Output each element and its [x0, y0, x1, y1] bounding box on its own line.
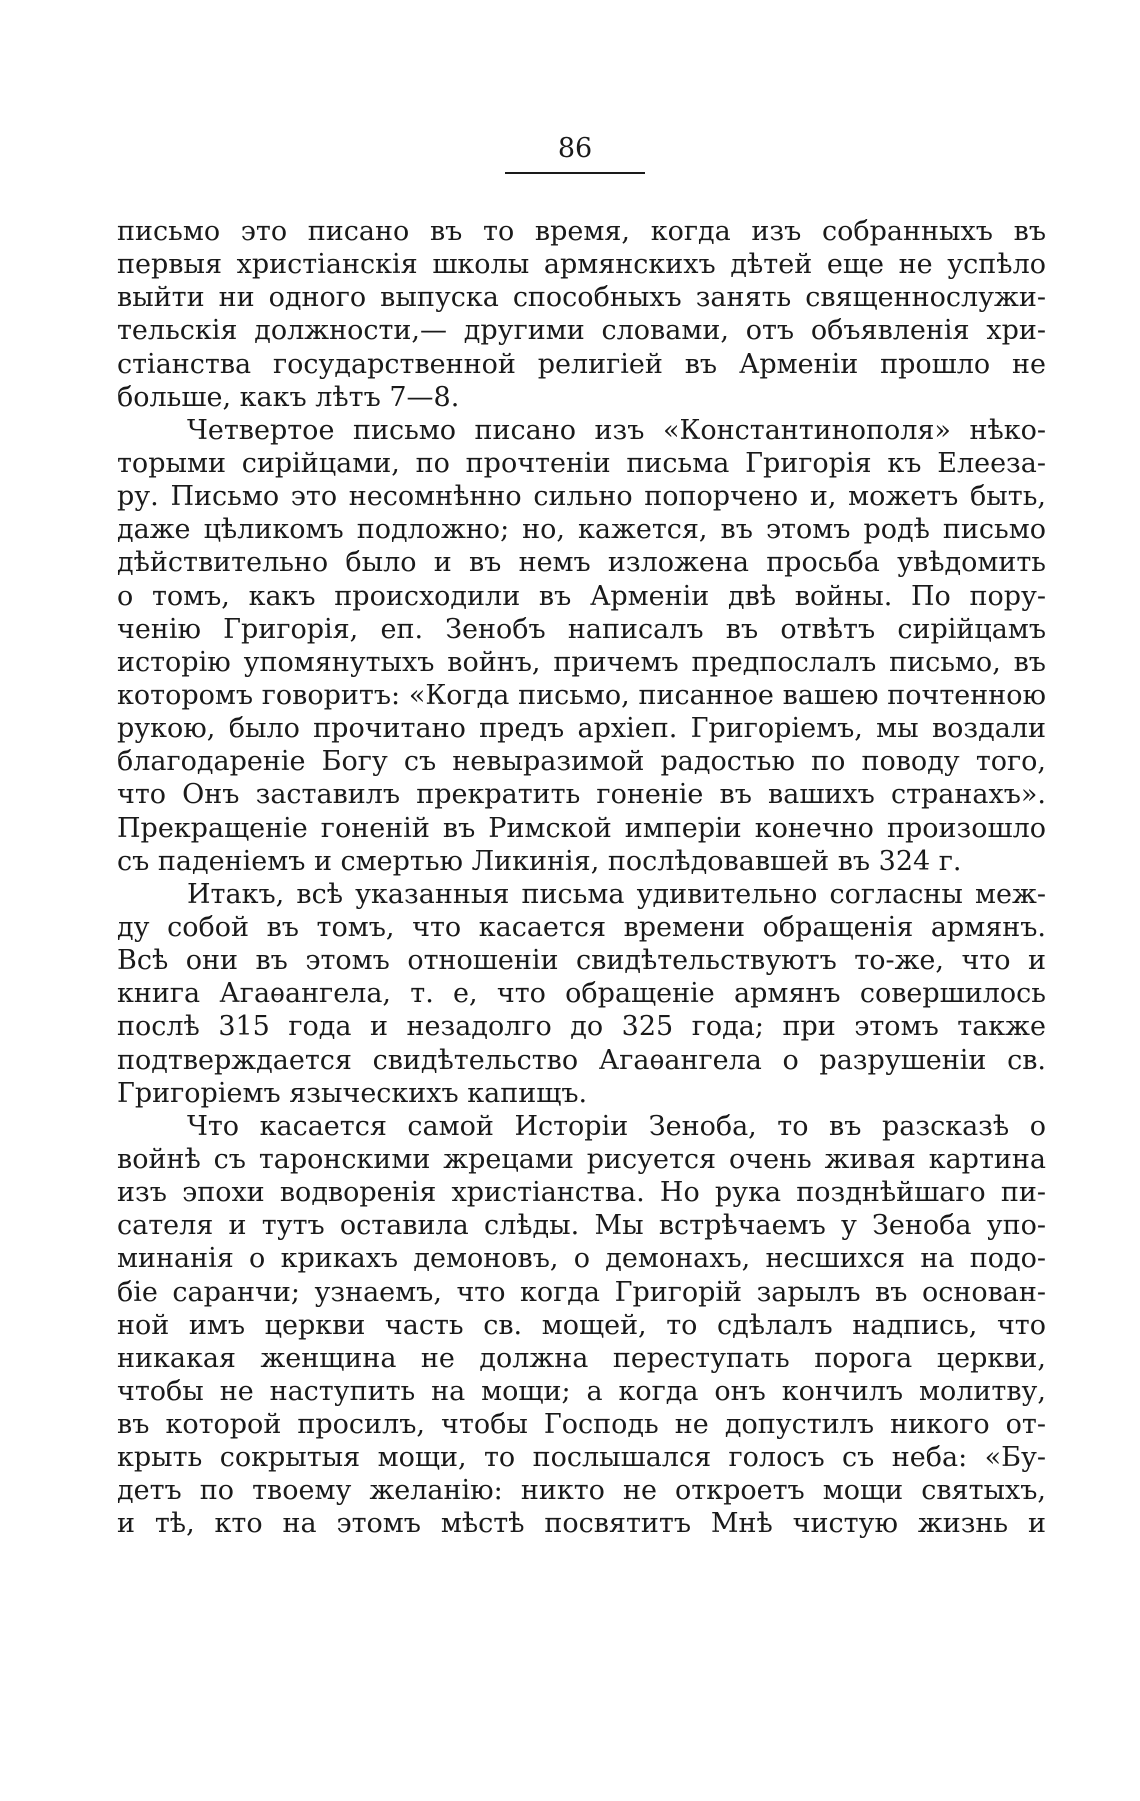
text-line: Четвертое письмо писано изъ «Константинополя» нѣко- [187, 414, 1046, 446]
text-line: больше, какъ лѣтъ 7—8. [117, 381, 460, 413]
text-line: рукою, было прочитано предъ архіеп. Григоріемъ, мы воздали [117, 713, 1046, 745]
page-number: 86 [557, 133, 593, 164]
text-line: торыми сирійцами, по прочтеніи письма Григорія къ Елееза- [117, 447, 1046, 479]
text-line: даже цѣликомъ подложно; но, кажется, въ этомъ родѣ письмо [117, 514, 1046, 546]
text-line: изъ эпохи водворенія христіанства. Но рука позднѣйшаго пи- [117, 1177, 1046, 1209]
body-text [117, 215, 1046, 1541]
text-line: чтобы не наступить на мощи; а когда онъ кончилъ молитву, [117, 1375, 1046, 1407]
text-line: которомъ говоритъ: «Когда письмо, писанное вашею почтенною [117, 679, 1046, 711]
text-line: ду собой въ томъ, что касается времени обращенія армянъ. [117, 911, 1046, 943]
text-line: стіанства государственной религіей въ Арменіи прошло не [117, 348, 1046, 380]
text-line: ченію Григорія, еп. Зенобъ написалъ въ отвѣтъ сирійцамъ [117, 613, 1046, 645]
page-number-rule [505, 172, 645, 174]
text-line: книга Агаѳангела, т. е, что обращеніе армянъ совершилось [117, 978, 1046, 1010]
text-line: что Онъ заставилъ прекратить гоненіе въ вашихъ странахъ». [117, 779, 1046, 811]
text-line: исторію упомянутыхъ войнъ, причемъ предпослалъ письмо, въ [117, 646, 1046, 678]
text-line: послѣ 315 года и незадолго до 325 года; при этомъ также [117, 1011, 1046, 1043]
text-line: Итакъ, всѣ указанныя письма удивительно согласны меж- [187, 878, 1046, 910]
text-line: съ паденіемъ и смертью Ликинія, послѣдовавшей въ 324 г. [117, 845, 962, 877]
text-line: подтверждается свидѣтельство Агаѳангела о разрушеніи св. [117, 1044, 1046, 1076]
text-line: Прекращеніе гоненій въ Римской имперіи конечно произошло [117, 812, 1046, 844]
text-line: біе саранчи; узнаемъ, что когда Григорій зарылъ въ основан- [117, 1276, 1046, 1308]
text-line: Григоріемъ языческихъ капищъ. [117, 1077, 588, 1109]
text-line: въ которой просилъ, чтобы Господь не допустилъ никого от- [117, 1409, 1046, 1441]
text-line: никакая женщина не должна переступать порога церкви, [117, 1342, 1046, 1374]
text-line: письмо это писано въ то время, когда изъ собранныхъ въ [117, 216, 1046, 247]
text-line: минанія о крикахъ демоновъ, о демонахъ, несшихся на подо- [117, 1243, 1046, 1275]
text-line: благодареніе Богу съ невыразимой радостью по поводу того, [117, 746, 1046, 778]
text-line: первыя христіанскія школы армянскихъ дѣтей еще не успѣло [117, 249, 1046, 281]
text-line: о томъ, какъ происходили въ Арменіи двѣ войны. По пору- [117, 580, 1046, 612]
text-line: сателя и тутъ оставила слѣды. Мы встрѣчаемъ у Зеноба упо- [117, 1210, 1046, 1242]
text-line: ру. Письмо это несомнѣнно сильно попорчено и, можетъ быть, [117, 481, 1046, 513]
text-line: Что касается самой Исторіи Зеноба, то въ разсказѣ о [187, 1110, 1046, 1142]
text-line: ной имъ церкви часть св. мощей, то сдѣлалъ надпись, что [117, 1309, 1046, 1341]
text-line: Всѣ они въ этомъ отношеніи свидѣтельствуютъ то-же, что и [117, 945, 1046, 977]
text-line: детъ по твоему желанію: никто не откроетъ мощи святыхъ, [117, 1475, 1046, 1507]
text-line: крыть сокрытыя мощи, то послышался голосъ съ неба: «Бу- [117, 1442, 1046, 1474]
text-line: выйти ни одного выпуска способныхъ занять священнослужи- [117, 282, 1046, 314]
text-line: и тѣ, кто на этомъ мѣстѣ посвятитъ Мнѣ чистую жизнь и [117, 1508, 1046, 1540]
text-line: тельскія должности,— другими словами, отъ объявленія хри- [117, 315, 1046, 347]
text-line: дѣйствительно было и въ немъ изложена просьба увѣдомить [117, 547, 1046, 579]
text-line: войнѣ съ таронскими жрецами рисуется очень живая картина [117, 1143, 1046, 1175]
